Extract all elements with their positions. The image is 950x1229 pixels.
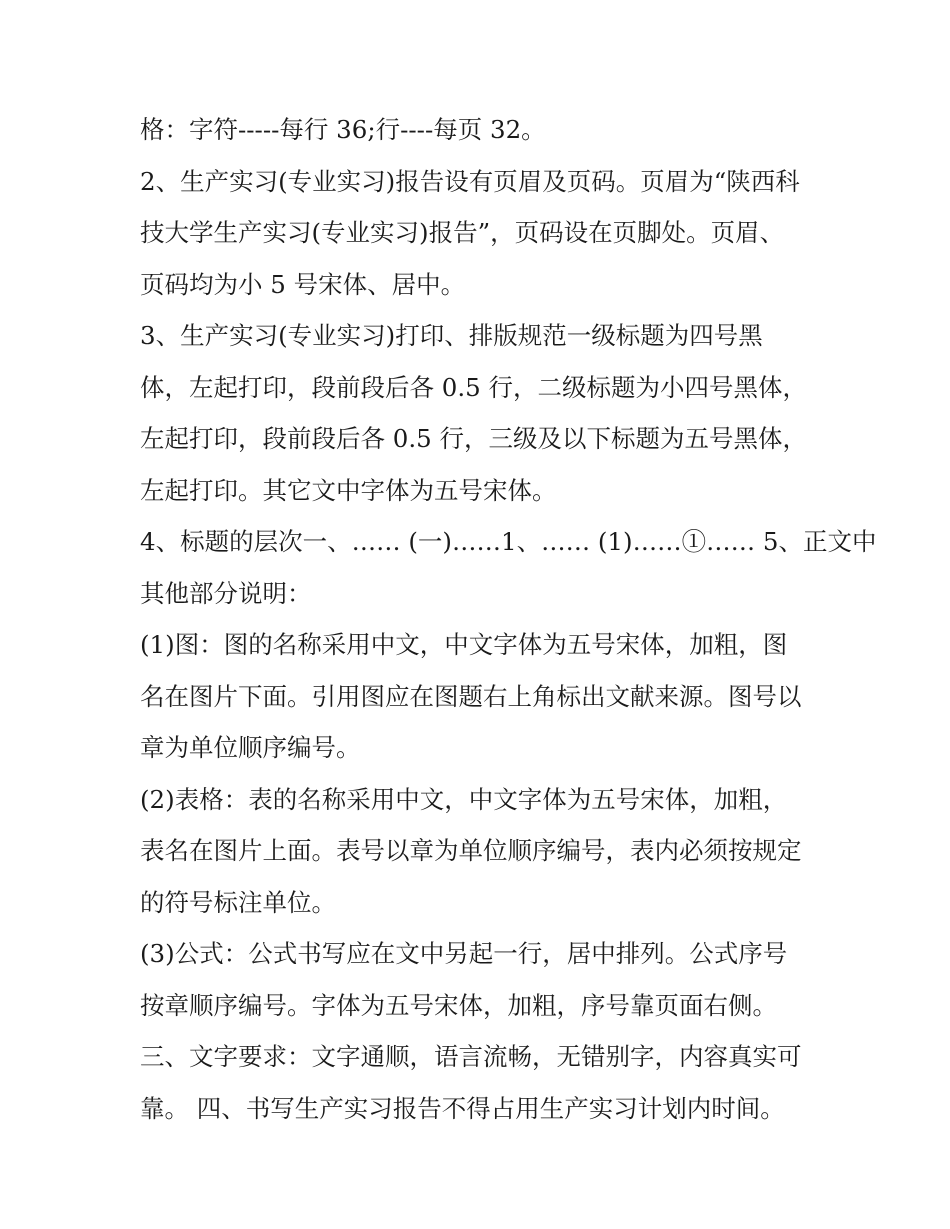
text-line: 左起打印，段前段后各 0.5 行，三级及以下标题为五号黑体， [140,424,808,453]
text-line: 2、生产实习(专业实习)报告设有页眉及页码。页眉为“陕西科 [140,166,800,196]
text-line: 其他部分说明： [140,578,312,608]
text-line: (2)表格：表的名称采用中文，中文字体为五号宋体，加粗， [140,784,788,814]
text-line: (3)公式：公式书写应在文中另起一行，居中排列。公式序号 [140,939,788,968]
text-line: 章为单位顺序编号。 [140,733,361,762]
text-line: 三、文字要求：文字通顺，语言流畅，无错别字，内容真实可 [140,1042,802,1071]
text-line: 页码均为小 5 号宋体、居中。 [140,269,466,299]
text-line: 格：字符-----每行 36;行----每页 32。 [140,115,546,144]
text-line: (1)图：图的名称采用中文，中文字体为五号宋体，加粗，图 [140,630,788,659]
text-line: 体，左起打印，段前段后各 0.5 行，二级标题为小四号黑体， [140,372,808,402]
text-line: 靠。 四、书写生产实习报告不得占用生产实习计划内时间。 [140,1093,785,1123]
text-line: 的符号标注单位。 [140,887,336,917]
text-line: 按章顺序编号。字体为五号宋体，加粗，序号靠页面右侧。 [140,990,777,1020]
document-body [140,104,877,1134]
text-line: 左起打印。其它文中字体为五号宋体。 [140,475,557,505]
text-line: 技大学生产实习(专业实习)报告”，页码设在页脚处。页眉、 [140,218,785,247]
text-line: 4、标题的层次一、…… (一)……1、…… (1)……①…… 5、正文中 [140,527,877,556]
text-line: 表名在图片上面。表号以章为单位顺序编号，表内必须按规定 [140,836,802,865]
text-line: 3、生产实习(专业实习)打印、排版规范一级标题为四号黑 [140,321,763,350]
text-line: 名在图片下面。引用图应在图题右上角标出文献来源。图号以 [140,681,802,711]
